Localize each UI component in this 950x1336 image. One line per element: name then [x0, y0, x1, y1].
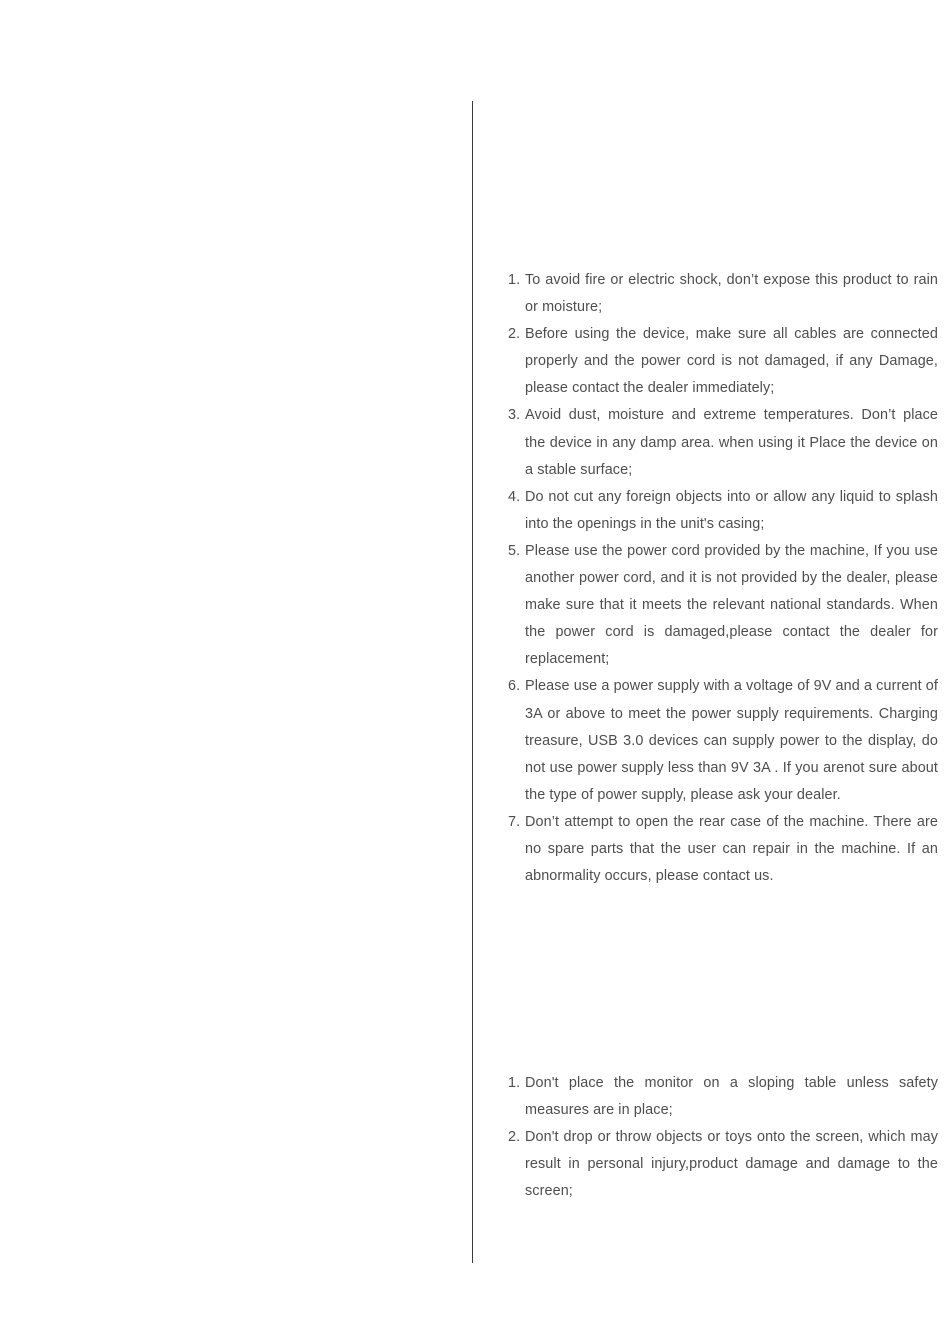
item-number: 5.	[508, 542, 521, 559]
item-text: Before using the device, make sure all cables are connected properly and the power cord is not damaged, if any Damage, please contact the dealer immediately;	[525, 326, 938, 397]
list-item	[508, 321, 938, 402]
installation-precautions-list	[508, 1070, 938, 1205]
item-number: 4.	[508, 488, 521, 505]
list-item	[508, 1070, 938, 1124]
list-item	[508, 538, 938, 673]
list-item	[508, 484, 938, 538]
item-number: 2.	[508, 326, 521, 343]
item-text: To avoid fire or electric shock, don’t expose this product to rain or moisture;	[525, 272, 938, 316]
item-number: 1.	[508, 272, 521, 288]
vertical-divider	[472, 101, 473, 1263]
list-item	[508, 673, 938, 808]
list-item	[508, 1124, 938, 1205]
item-number: 6.	[508, 678, 521, 695]
item-number: 7.	[508, 813, 521, 830]
item-number: 1.	[508, 1075, 521, 1091]
item-text: Don't drop or throw objects or toys onto the screen, which may result in personal injury,product damage and damage to the screen;	[525, 1129, 938, 1200]
item-text: Do not cut any foreign objects into or allow any liquid to splash into the openings in the unit's casing;	[525, 488, 938, 532]
item-text: Avoid dust, moisture and extreme temperatures. Don’t place the device in any damp area. when using it Place the device on a stable surface;	[525, 407, 938, 478]
item-text: Don't place the monitor on a sloping table unless safety measures are in place;	[525, 1075, 938, 1119]
list-item	[508, 809, 938, 890]
item-number: 3.	[508, 407, 521, 424]
item-text: Please use a power supply with a voltage of 9V and a current of 3A or above to meet the power supply requirements. Charging treasure, USB 3.0 devices can supply power to the display, do not use power supply less than 9V 3A . If you arenot sure about the type of power supply, please ask your dealer.	[525, 678, 938, 803]
item-number: 2.	[508, 1129, 521, 1146]
list-item	[508, 267, 938, 321]
list-item	[508, 402, 938, 483]
item-text: Please use the power cord provided by the machine, If you use another power cord, and it is not provided by the dealer, please make sure that it meets the relevant national standards. When the power cord is damaged,please contact the dealer for replacement;	[525, 542, 938, 668]
safety-precautions-list	[508, 267, 938, 890]
item-text: Don’t attempt to open the rear case of the machine. There are no spare parts that the user can repair in the machine. If an abnormality occurs, please contact us.	[525, 813, 938, 885]
